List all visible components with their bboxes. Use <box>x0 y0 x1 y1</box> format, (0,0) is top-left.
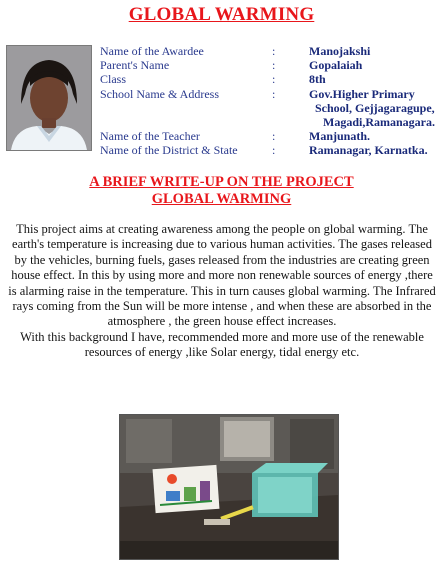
detail-value <box>309 58 443 72</box>
project-image <box>120 415 338 559</box>
detail-row <box>100 143 443 157</box>
detail-value <box>309 44 443 58</box>
detail-value-line: 8th <box>309 72 326 87</box>
detail-separator: : <box>272 44 276 58</box>
detail-value-line: Manojakshi <box>309 44 371 58</box>
detail-row <box>100 58 443 72</box>
detail-row <box>100 87 443 130</box>
writeup-heading <box>0 174 443 208</box>
project-photo <box>119 414 339 560</box>
detail-separator: : <box>272 129 276 144</box>
detail-value-line: Magadi,Ramanagara. <box>323 115 435 130</box>
detail-label: Parent's Name <box>100 58 170 73</box>
detail-separator: : <box>272 58 276 73</box>
awardee-photo <box>6 45 92 151</box>
detail-separator: : <box>272 72 276 87</box>
detail-label: School Name & Address <box>100 86 219 101</box>
detail-row <box>100 72 443 86</box>
detail-label: Name of the Teacher <box>100 129 200 144</box>
detail-value-line: Manjunath. <box>309 129 371 144</box>
detail-separator: : <box>272 143 276 158</box>
detail-value <box>309 72 443 86</box>
detail-value-line: Gopalaiah <box>309 58 363 73</box>
writeup-body <box>6 222 438 361</box>
page-title: GLOBAL WARMING <box>128 4 315 25</box>
detail-label: Name of the District & State <box>100 143 238 158</box>
awardee-details <box>100 44 443 158</box>
detail-value-line: Gov.Higher Primary <box>309 86 415 101</box>
detail-value <box>309 87 443 130</box>
detail-value-line: Ramanagar, Karnatka. <box>309 143 428 158</box>
portrait-image <box>7 46 91 150</box>
detail-value <box>309 143 443 157</box>
detail-label: Name of the Awardee <box>100 44 204 58</box>
writeup-heading-line: A BRIEF WRITE-UP ON THE PROJECT <box>89 174 354 190</box>
detail-row <box>100 44 443 58</box>
writeup-heading-line: GLOBAL WARMING <box>151 191 292 207</box>
detail-separator: : <box>272 86 276 101</box>
detail-label: Class <box>100 72 127 87</box>
detail-value <box>309 129 443 143</box>
detail-value-line: School, Gejjagaragupe, <box>315 100 435 115</box>
writeup-paragraph: This project aims at creating awareness among the people on global warming. The earth's temperature is increasing due to various human activities. The gases released by the vehicles, burning fuels, gases released from the industries are creating green house effect. In this by using more and more non renewable sources of energy ,there is alarming raise in the temperature. This in turn causes global warming. The Infrared rays coming from the Sun will be more intense , and when these are absorbed in the atmosphere , the green house effect increases. <box>8 222 436 329</box>
writeup-paragraph: With this background I have, recommended more and more use of the renewable resources of energy ,like Solar energy, tidal energy etc. <box>20 329 424 360</box>
detail-row <box>100 129 443 143</box>
